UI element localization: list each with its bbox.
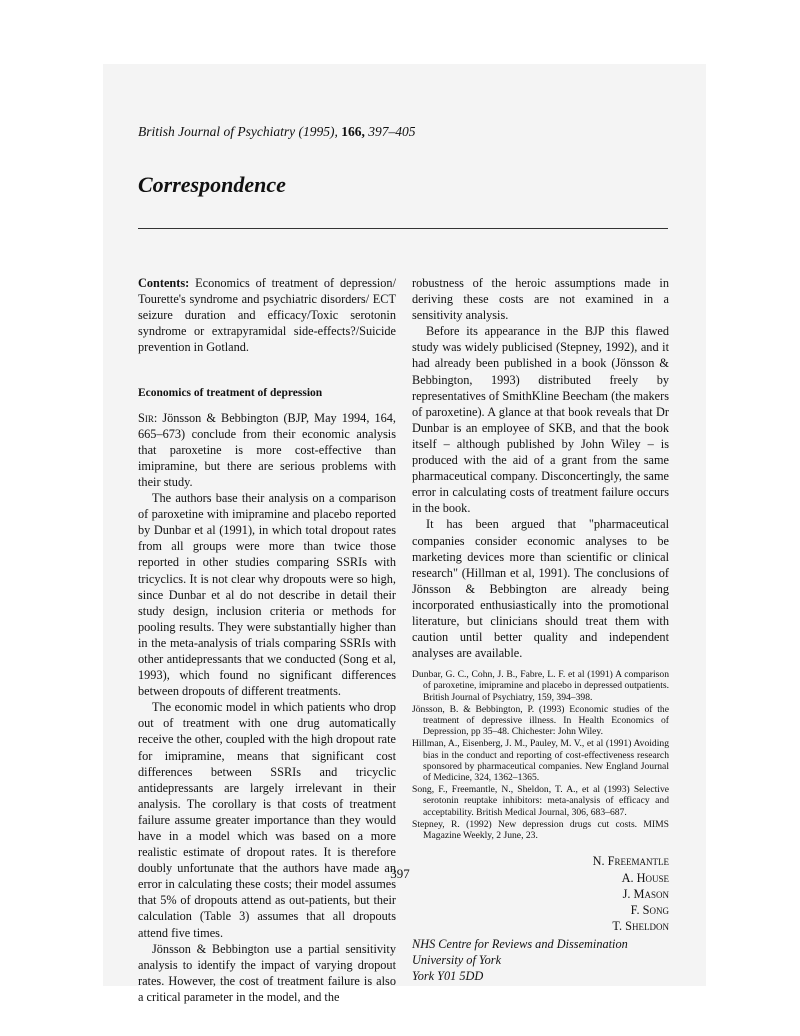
address-line: NHS Centre for Reviews and Dissemination [412,936,628,951]
letter-paragraph-4: Jönsson & Bebbington use a partial sensitivity analysis to identify the impact of varying dropout rates. However, the cost of treatment failure is also a critical parameter in the model, and the [138,941,396,1004]
reference-item: Dunbar, G. C., Cohn, J. B., Fabre, L. F. et al (1991) A comparison of paroxetine, imipramine and placebo in depressed outpatients. British Journal of Psychiatry, 159, 394–398. [412,669,669,703]
contents-block [138,275,396,355]
author-name: T. Sheldon [612,919,669,934]
author-name: F. Song [630,903,669,918]
author-name: N. Freemantle [592,854,669,869]
address-line: York Y01 5DD [412,969,484,984]
page-number: 397 [390,866,410,881]
letter-heading: Economics of treatment of depression [138,387,323,400]
letter-paragraph-1 [138,410,396,490]
contents-label: Contents: [138,276,190,290]
reference-list [412,669,669,841]
author-name: A. House [621,870,669,885]
journal-pages: 397–405 [368,124,416,139]
reference-item: Stepney, R. (1992) New depression drugs cut costs. MIMS Magazine Weekly, 2 June, 23. [412,818,669,842]
journal-header [138,124,415,140]
salutation: Sir: [138,410,158,425]
author-name: J. Mason [622,886,669,901]
letter-paragraph-3: The economic model in which patients who drop out of treatment with one drug automatically receive the other, coupled with the high dropout rate for imipramine, means that significant cost differences between SSRIs and tricyclic antidepressants are largely irrelevant in their analysis. The corollary is that costs of treatment failure assume greater importance than they would have in a model which was based on a more realistic estimate of dropout rates. It is therefore doubly unfortunate that the authors have made an error in calculating these costs; their model assumes that 5% of dropouts attend as out-patients, but their calculation (Table 3) assumes that all dropouts attend five times. [138,700,396,940]
letter-paragraph-5: robustness of the heroic assumptions made in deriving these costs are not examined in a sensitivity analysis. [412,276,669,323]
author-address [412,936,669,985]
section-title: Correspondence [138,172,286,197]
left-column [138,275,396,1005]
address-line: University of York [412,953,502,968]
journal-name: British Journal of Psychiatry [138,124,296,139]
journal-volume: 166, [341,124,365,139]
title-rule [138,228,668,229]
letter-paragraph-2: The authors base their analysis on a comparison of paroxetine with imipramine and placebo reported by Dunbar et al (1991), in which total dropout rates from all groups were more than twice those reported in other studies comparing SSRIs with tricyclics. It is not clear why dropouts were so high, since Dunbar et al do not describe in detail their study design, inclusion criteria or methods for pooling results. They were substantially higher than in the meta-analysis of trials comparing SSRIs with other antidepressants that we conducted (Song et al, 1993), which found no significant differences between dropouts of different treatments. [138,491,396,699]
contents-text: Economics of treatment of depression/ Tourette's syndrome and psychiatric disorders/ ECT seizure duration and efficacy/Toxic serotonin syndrome or extrapyramidal side-effects?/Suicide prevention in Gotland. [138,276,396,355]
reference-item: Hillman, A., Eisenberg, J. M., Pauley, M. V., et al (1991) Avoiding bias in the conduct and reporting of cost-effectiveness research sponsored by pharmaceutical companies. New England Journal of Medicine, 324, 1362–1365. [412,738,669,784]
reference-item: Jönsson, B. & Bebbington, P. (1993) Economic studies of the treatment of depressive illness. In Health Economics of Depression, pp 35–48. Chichester: John Wiley. [412,703,669,738]
letter-paragraph-7: It has been argued that "pharmaceutical companies consider economic analyses to be marketing devices more than scientific or clinical research" (Hillman et al, 1991). The conclusions of Jönsson & Bebbington are already being incorporated enthusiastically into the promotional literature, but clinicians should treat them with caution until better quality and independent analyses are available. [412,517,669,661]
paragraph-1-text: Jönsson & Bebbington (BJP, May 1994, 164, 665–673) conclude from their economic analysis that paroxetine is more cost-effective than imipramine, but there are serious problems with their study. [138,410,396,489]
journal-year: (1995), [298,124,338,139]
reference-item: Song, F., Freemantle, N., Sheldon, T. A., et al (1993) Selective serotonin reuptake inhibitors: meta-analysis of efficacy and acceptability. British Medical Journal, 306, 683–687. [412,784,669,818]
letter-paragraph-6: Before its appearance in the BJP this flawed study was widely publicised (Stepney, 1992), and it had already been published in a book (Jönsson & Bebbington, 1993) distributed freely by representatives of SmithKline Beecham (the makers of paroxetine). A glance at that book reveals that Dr Dunbar is an employee of SKB, and that the book itself – although published by John Wiley – is produced with the aid of a grant from the same pharmaceutical company. Disconcertingly, the same error in calculating costs of treatment failure occurs in the book. [412,324,669,516]
